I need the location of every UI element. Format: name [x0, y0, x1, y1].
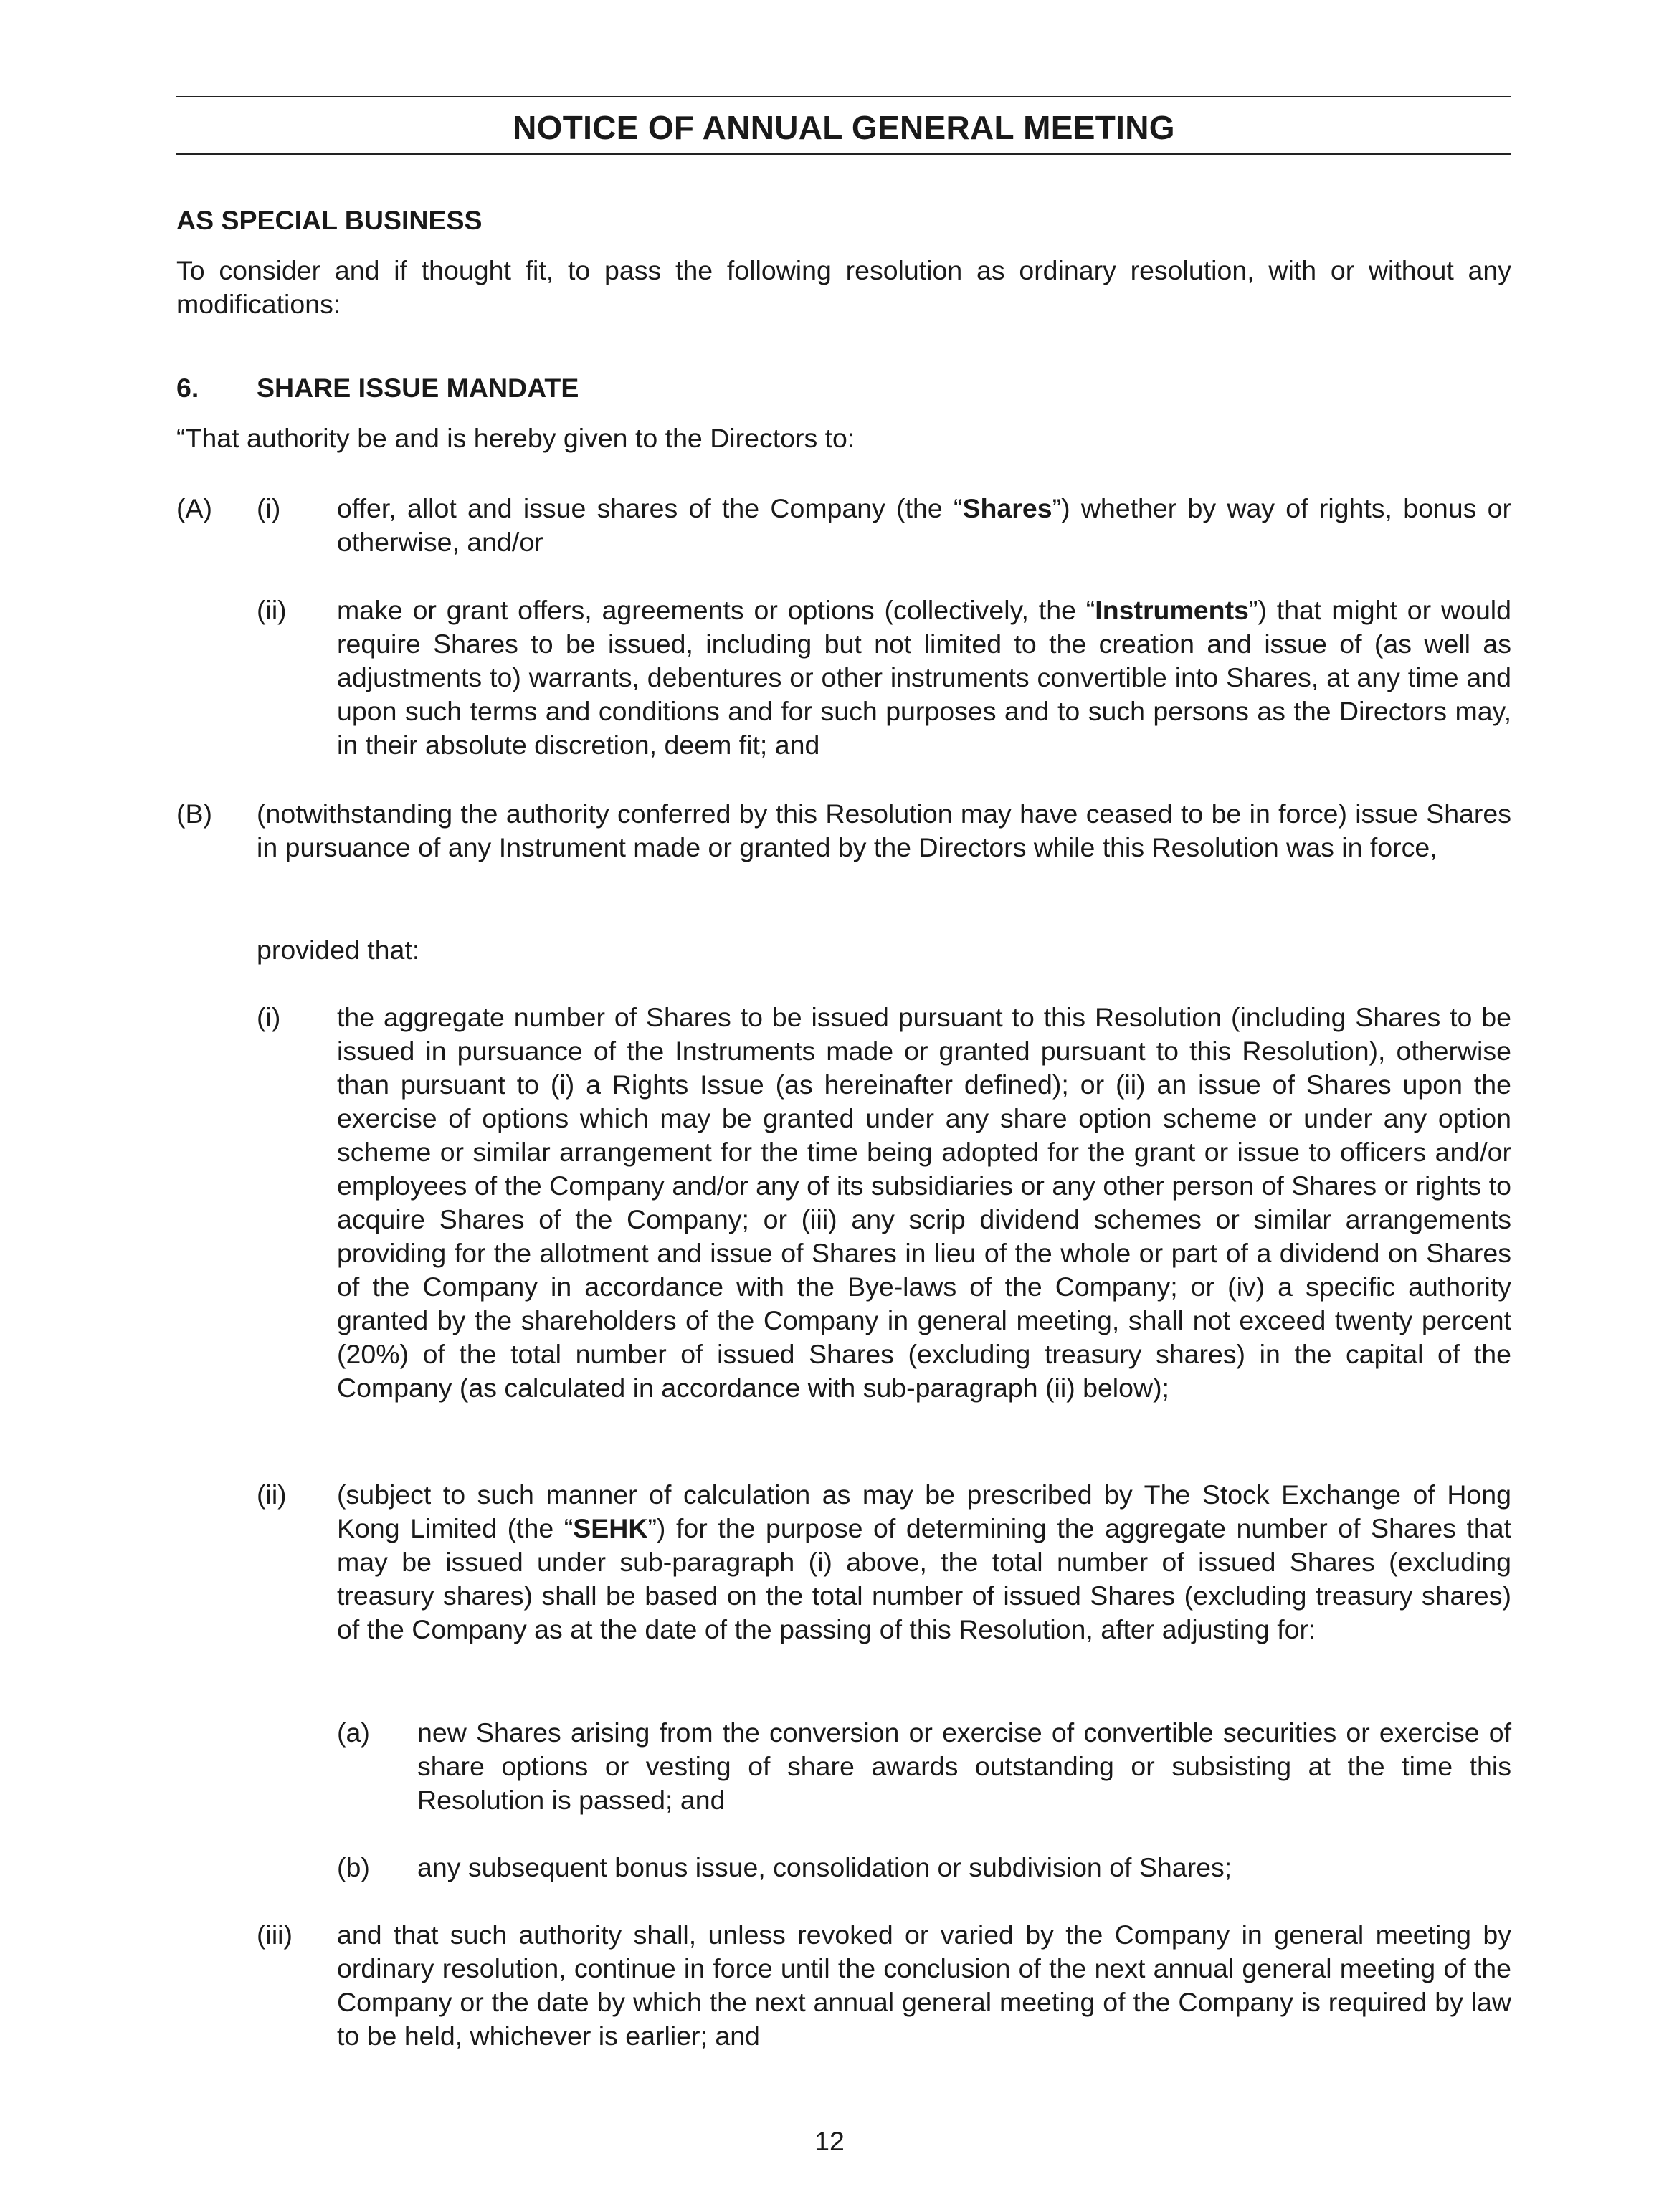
item-a-ii-label: (ii): [257, 595, 287, 625]
header-bottom-rule: [176, 153, 1511, 155]
special-business-heading: AS SPECIAL BUSINESS: [176, 205, 483, 235]
defined-term-instruments: Instruments: [1095, 595, 1249, 625]
resolution-heading: SHARE ISSUE MANDATE: [257, 373, 579, 403]
item-a-i-label: (i): [257, 493, 281, 523]
resolution-lead: “That authority be and is hereby given to the Directors to:: [176, 423, 855, 453]
defined-term-sehk: SEHK: [573, 1513, 648, 1543]
item-b-ii-b-label: (b): [337, 1852, 370, 1882]
page-title: NOTICE OF ANNUAL GENERAL MEETING: [513, 109, 1175, 146]
item-b-ii-a-label: (a): [337, 1717, 370, 1748]
item-a-label: (A): [176, 493, 212, 523]
item-b-ii-b-text: any subsequent bonus issue, consolidation or subdivision of Shares;: [417, 1852, 1232, 1882]
resolution-number: 6.: [176, 373, 199, 403]
provided-that: provided that:: [257, 935, 420, 965]
item-b-ii-label: (ii): [257, 1479, 287, 1510]
item-b-text: (notwithstanding the authority conferred by this Resolution may have ceased to be in force) issue Shares in pursuance of any Instrument made or granted by the Directors while this Resolution was in force,: [257, 798, 1511, 862]
item-b-ii-text: (subject to such manner of calculation as may be prescribed by The Stock Exchange of Hong Kong Limited (the “SEHK”) for the purpose of determining the aggregate number of Shares that may be issued under sub-paragraph (i) above, the total number of issued Shares (excluding treasury shares) shall be based on the total number of issued Shares (excluding treasury shares) of the Company as at the date of the passing of this Resolution, after adjusting for:: [337, 1479, 1511, 1644]
item-b-label: (B): [176, 798, 212, 829]
header-top-rule: [176, 96, 1511, 97]
page-number: 12: [814, 2126, 845, 2156]
item-b-iii-text: and that such authority shall, unless revoked or varied by the Company in general meeting by ordinary resolution, continue in force until the conclusion of the next annual general meeting of the Company or the date by which the next annual general meeting of the Company is required by law to be held, whichever is earlier; and: [337, 1920, 1511, 2051]
item-b-ii-a-text: new Shares arising from the conversion or exercise of convertible securities or exercise of share options or vesting of share awards outstanding or subsisting at the time this Resolution is passed; and: [417, 1717, 1511, 1815]
item-a-i-text: offer, allot and issue shares of the Company (the “Shares”) whether by way of rights, bonus or otherwise, and/or: [337, 493, 1511, 557]
item-a-ii-text: make or grant offers, agreements or options (collectively, the “Instruments”) that might or would require Shares to be issued, including but not limited to the creation and issue of (as well as adjustments to) warrants, debentures or other instruments convertible into Shares, at any time and upon such terms and conditions and for such purposes and to such persons as the Directors may, in their absolute discretion, deem fit; and: [337, 595, 1511, 760]
item-b-i-label: (i): [257, 1002, 281, 1032]
defined-term-shares: Shares: [962, 493, 1052, 523]
special-business-intro: To consider and if thought fit, to pass the following resolution as ordinary resolution, with or without any modifications:: [176, 255, 1511, 319]
item-b-iii-label: (iii): [257, 1920, 293, 1950]
item-b-i-text: the aggregate number of Shares to be issued pursuant to this Resolution (including Shares to be issued in pursuance of the Instruments made or granted pursuant to this Resolution), otherwise than pursuant to (i) a Rights Issue (as hereinafter defined); or (ii) an issue of Shares upon the exercise of options which may be granted under any share option scheme or under any option scheme or similar arrangement for the time being adopted for the grant or issue to officers and/or employees of the Company and/or any of its subsidiaries or any other person of Shares or rights to acquire Shares of the Company; or (iii) any scrip dividend schemes or similar arrangements providing for the allotment and issue of Shares in lieu of the whole or part of a dividend on Shares of the Company in accordance with the Bye-laws of the Company; or (iv) a specific authority granted by the shareholders of the Company in general meeting, shall not exceed twenty percent (20%) of the total number of issued Shares (excluding treasury shares) in the capital of the Company (as calculated in accordance with sub-paragraph (ii) below);: [337, 1002, 1511, 1403]
